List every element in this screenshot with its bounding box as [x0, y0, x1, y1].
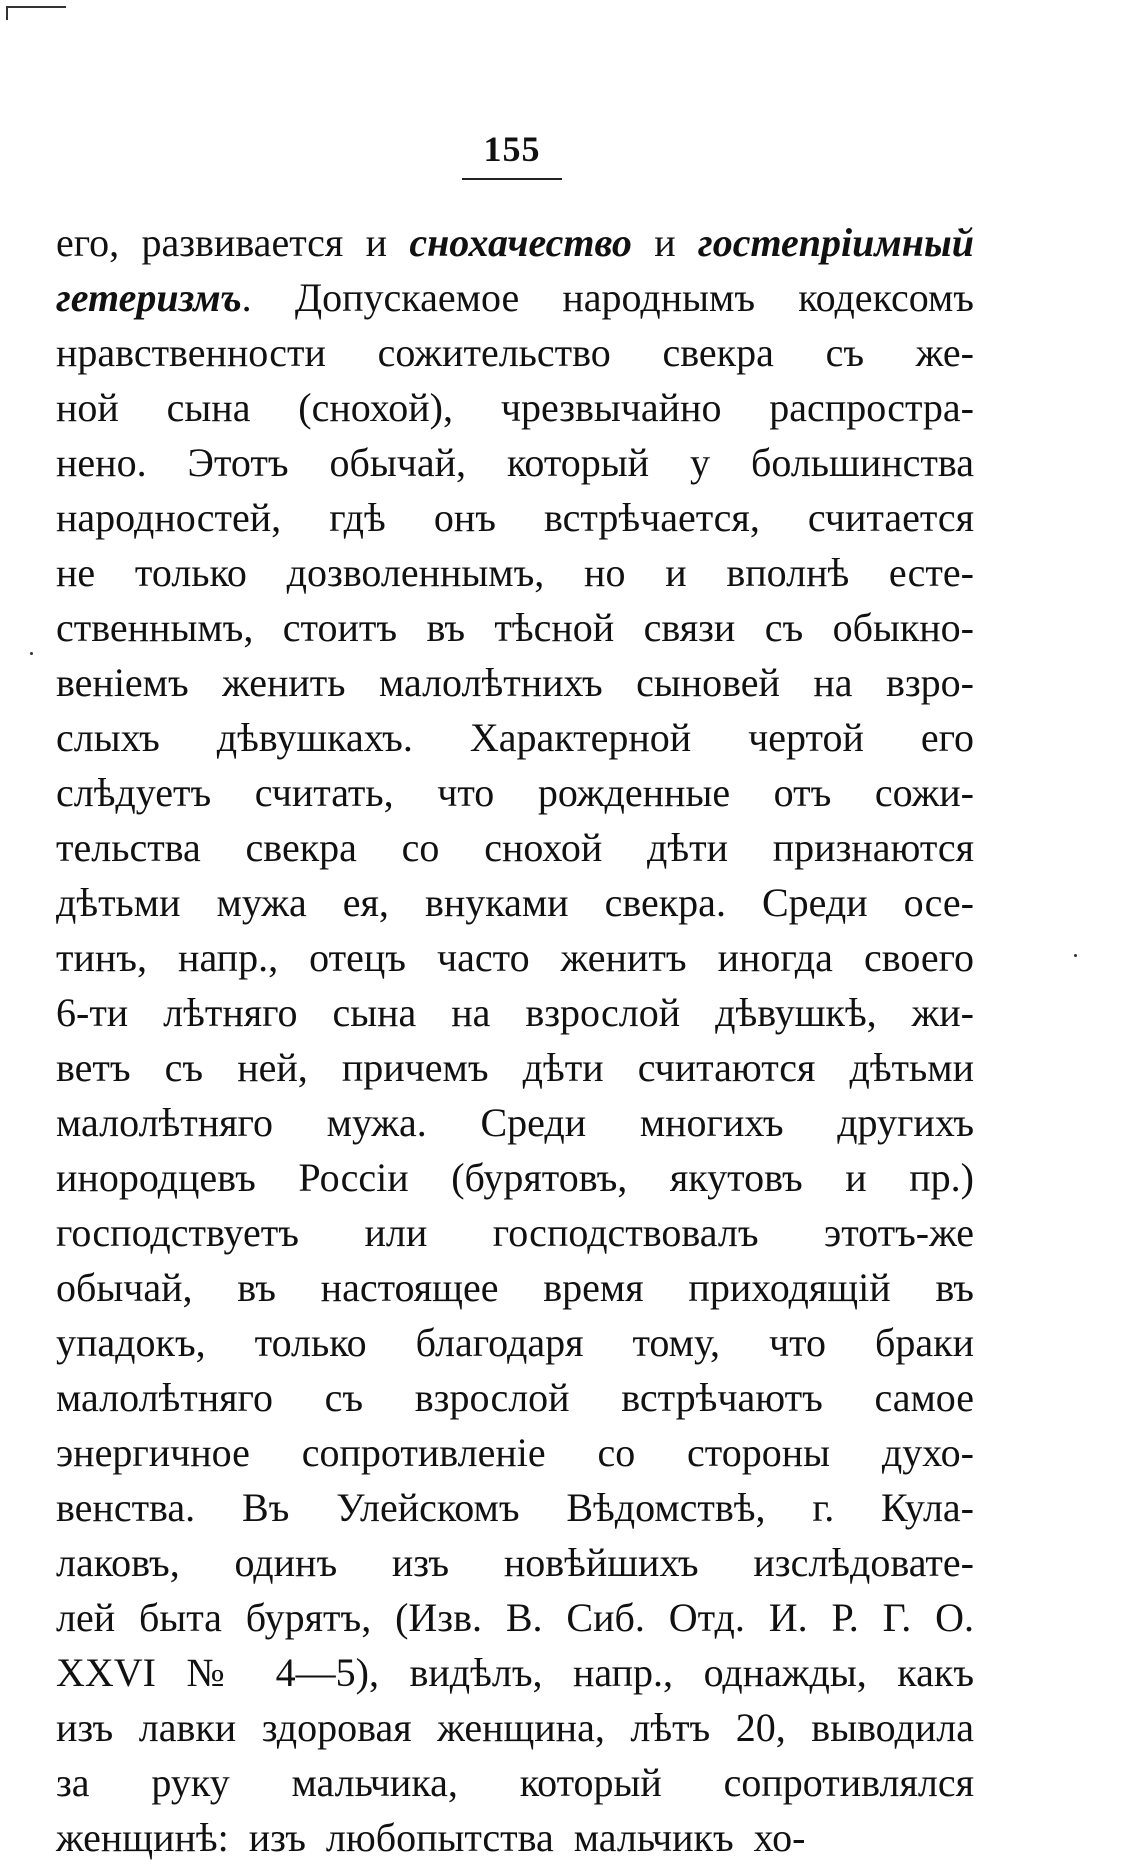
text-line: инородцевъ Россіи (бурятовъ, якутовъ и пр.)	[56, 1155, 974, 1200]
text-line: не только дозволеннымъ, но и вполнѣ есте-	[56, 550, 974, 595]
text-line: венства. Въ Улейскомъ Вѣдомствѣ, г. Кула-	[56, 1485, 974, 1530]
text-line: лаковъ, одинъ изъ новѣйшихъ изслѣдовате-	[56, 1540, 974, 1585]
text-run: . Допускаемое народнымъ кодексомъ	[241, 275, 974, 320]
text-line: слыхъ дѣвушкахъ. Характерной чертой его	[56, 715, 974, 760]
page-number: 155	[483, 129, 541, 169]
text-line: лей быта бурятъ, (Изв. В. Сиб. Отд. И. Р. Г. О.	[56, 1595, 974, 1640]
scan-crop-mark	[6, 6, 66, 20]
italic-term: гетеризмъ	[56, 275, 242, 320]
text-line: изъ лавки здоровая женщина, лѣтъ 20, выводила	[56, 1705, 974, 1750]
text-run: и	[631, 220, 698, 265]
text-line: веніемъ женить малолѣтнихъ сыновей на взро-	[56, 660, 974, 705]
text-line: слѣдуетъ считать, что рожденные отъ сожи-	[56, 770, 974, 815]
scan-speck	[30, 652, 33, 655]
text-line	[56, 270, 974, 325]
body-text	[56, 215, 974, 1865]
text-line: народностей, гдѣ онъ встрѣчается, считается	[56, 495, 974, 540]
text-line: обычай, въ настоящее время приходящій въ	[56, 1265, 974, 1310]
text-line: за руку мальчика, который сопротивлялся	[56, 1760, 974, 1805]
page-number-underline	[462, 178, 562, 180]
text-line: женщинѣ: изъ любопытства мальчикъ хо-	[56, 1815, 806, 1860]
text-line: тинъ, напр., отецъ часто женитъ иногда своего	[56, 935, 974, 980]
text-line: ветъ съ ней, причемъ дѣти считаются дѣтьми	[56, 1045, 974, 1090]
text-line: дѣтьми мужа ея, внуками свекра. Среди осе-	[56, 880, 974, 925]
italic-term: гостепріимный	[697, 220, 974, 265]
text-line: тельства свекра со снохой дѣти признаются	[56, 825, 974, 870]
text-line: малолѣтняго мужа. Среди многихъ другихъ	[56, 1100, 974, 1145]
text-line: нено. Этотъ обычай, который у большинства	[56, 440, 974, 485]
text-line: малолѣтняго съ взрослой встрѣчаютъ самое	[56, 1375, 974, 1420]
scan-speck	[1074, 954, 1077, 957]
crop-mark-vertical	[6, 6, 8, 20]
text-line: упадокъ, только благодаря тому, что браки	[56, 1320, 974, 1365]
text-line: ной сына (снохой), чрезвычайно распростра-	[56, 385, 974, 430]
text-line: 6-ти лѣтняго сына на взрослой дѣвушкѣ, жи-	[56, 990, 974, 1035]
text-line	[56, 215, 974, 270]
text-line: ственнымъ, стоитъ въ тѣсной связи съ обыкно-	[56, 605, 974, 650]
crop-mark-horizontal	[6, 6, 66, 8]
text-line: энергичное сопротивленіе со стороны духо-	[56, 1430, 974, 1475]
text-line: господствуетъ или господствовалъ этотъ-же	[56, 1210, 974, 1255]
text-run: его, развивается и	[56, 220, 410, 265]
italic-term: снохачество	[409, 220, 632, 265]
text-line: XXVI № 4—5), видѣлъ, напр., однажды, какъ	[56, 1650, 974, 1695]
text-line: нравственности сожительство свекра съ же-	[56, 330, 974, 375]
